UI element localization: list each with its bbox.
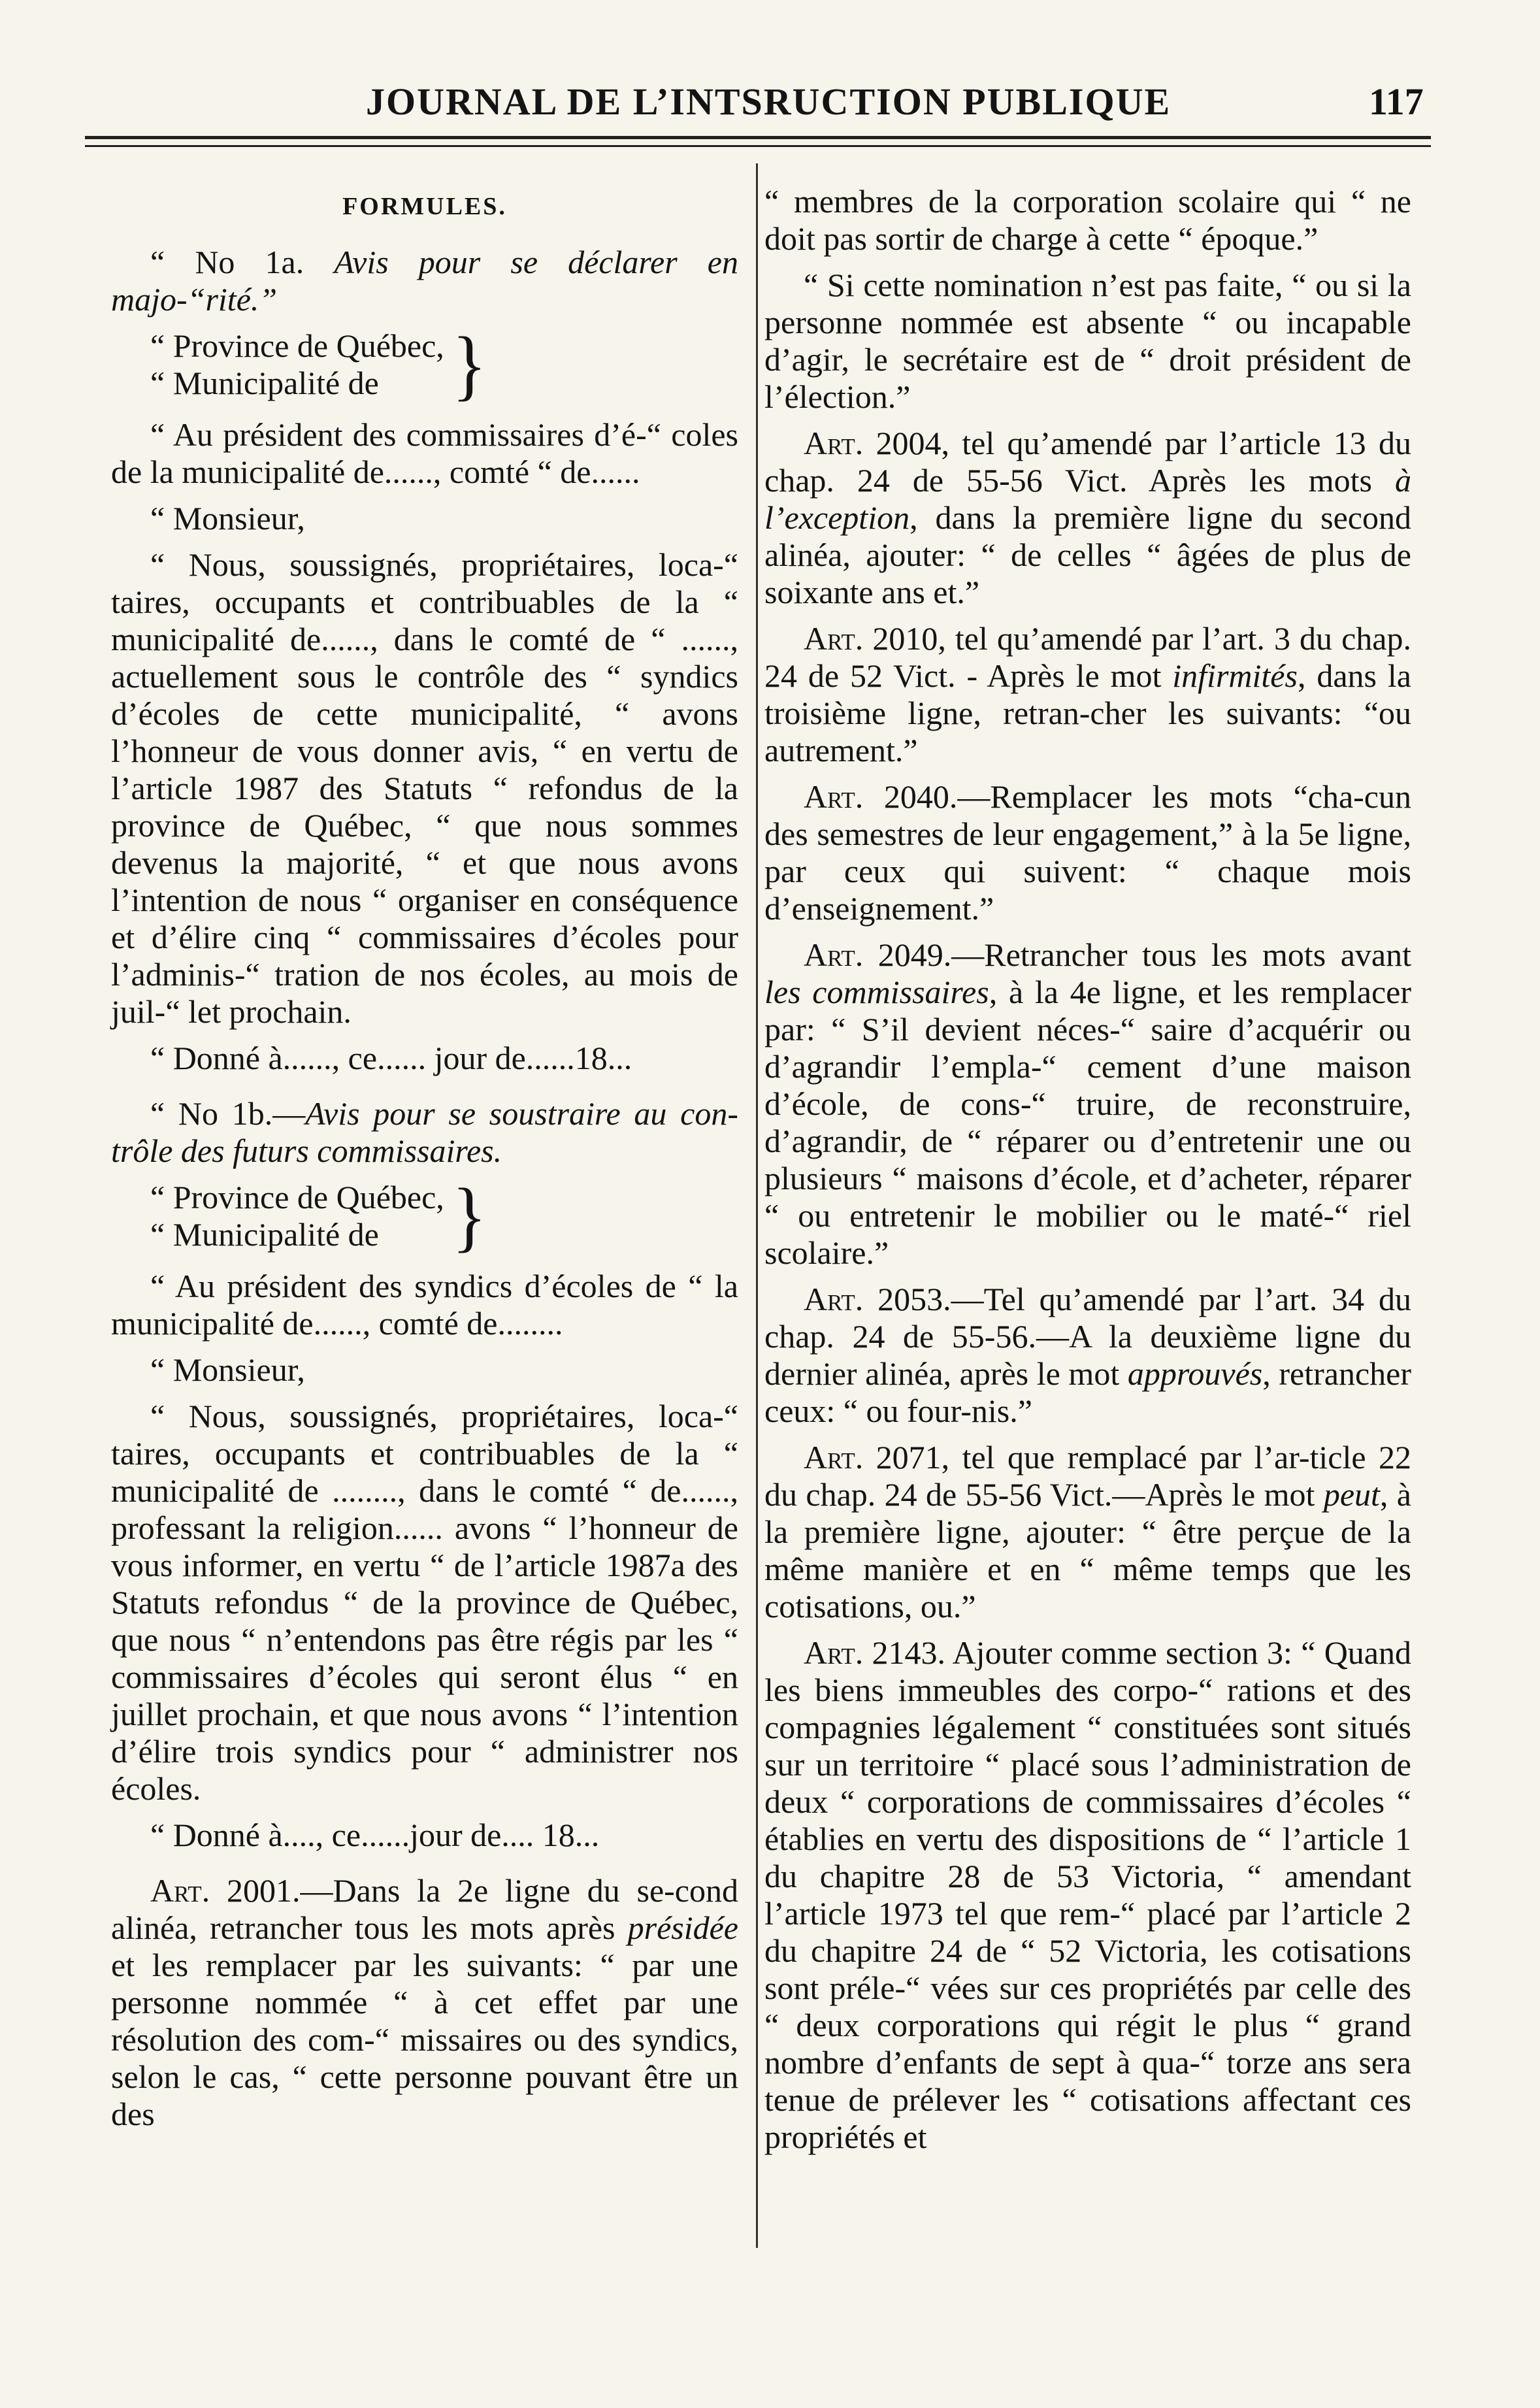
form-1b-title [111,1095,738,1170]
article-2004-italic: à l’exception [764,462,1411,536]
article-2143-text: 2143. Ajouter comme section 3: “ Quand les biens immeubles des corpo-“ rations et des compagnies légalement “ constituées sont situés sur un territoire “ placé sous l’administration de deux “ corporations de commissaires d’écoles “ établies en vertu des dispositions de “ l’article 1 du chapitre 28 de 53 Victoria, “ amendant l’article 1973 tel que rem-“ placé par l’article 2 du chapitre 24 de “ 52 Victoria, les cotisations sont préle-“ vées sur ces propriétés par celle des “ deux corporations qui régit le plus “ grand nombre d’enfants de sept à qua-“ torze ans sera tenue de prélever les “ cotisations affectant ces propriétés et [764,1634,1411,2155]
right-column [764,183,1411,2165]
form-1b-closing: “ Donné à...., ce......jour de.... 18... [150,1817,600,1853]
form-1a-address-block [150,320,738,409]
form-1b-recipient: “ Au président des syndics d’écoles de “ la municipalité de......, comté de........ [111,1268,738,1342]
article-2001-italic: présidée [627,1909,738,1946]
form-1a-prefix: “ No 1a. [150,244,335,280]
article-label: Art. [804,1281,864,1317]
page-header [0,0,1540,150]
article-2004-text-a: 2004, tel qu’amendé par l’article 13 du chap. 24 de 55-56 Vict. Après les mots [764,425,1411,499]
section-heading: FORMULES. [342,193,507,220]
article-label: Art. [804,778,864,815]
article-2053 [764,1281,1411,1430]
header-rule-thick [85,136,1431,139]
form-1a-municipality-line: “ Municipalité de [150,365,379,401]
left-column [111,183,738,2142]
form-1b-body: “ Nous, soussignés, propriétaires, loca-“ taires, occupants et contribuables de la “ municipalité de ........, dans le comté “ de......, professant la religion...... avons “ l’honneur de vous informer, en vertu “ de l’article 1987a des Statuts refondus “ de la province de Québec, que nous “ n’entendons pas être régis par les “ commissaires d’écoles qui seront élus “ en juillet prochain, et que nous avons “ l’intention d’élire trois syndics pour “ administrer nos écoles. [111,1398,738,1807]
article-2049 [764,936,1411,1272]
article-2053-italic: approuvés [1127,1355,1263,1392]
article-label: Art. [804,620,864,657]
form-1a-title [111,244,738,318]
continuation-paragraph: “ membres de la corporation scolaire qui “ ne doit pas sortir de charge à cette “ époque.” [764,183,1411,257]
form-1a-province-line: “ Province de Québec, [150,327,444,364]
form-1b-salutation: “ Monsieur, [150,1351,305,1388]
article-2049-italic: les commissaires [764,974,989,1010]
article-2001-text-b: et les remplacer par les suivants: “ par une personne nommée “ à cet effet par une résolution des com-“ missaires ou des syndics, selon le cas, “ cette personne pouvant être un des [111,1947,738,2132]
article-label: Art. [804,425,864,461]
article-2001 [111,1872,738,2133]
form-1b-title-text: Avis pour se soustraire au con-trôle des futurs commissaires. [111,1095,738,1169]
article-label: Art. [804,936,864,973]
form-1a-title-text: Avis pour se déclarer en majo-“rité.” [111,244,738,318]
article-2040 [764,778,1411,927]
form-1b-prefix: “ No 1b.— [150,1095,306,1132]
article-2004-text-b: , dans la première ligne du second alinéa, ajouter: “ de celles “ âgées de plus de soixante ans et.” [764,499,1411,610]
article-2071-text-b: , à la première ligne, ajouter: “ être perçue de la même manière et en “ même temps que les cotisations, ou.” [764,1476,1411,1625]
continuation-paragraph-2: “ Si cette nomination n’est pas faite, “ ou si la personne nommée est absente “ ou incapable d’agir, le secrétaire est de “ droit président de l’élection.” [764,267,1411,415]
curly-brace-icon: } [451,1172,487,1261]
article-2053-text-b: , retrancher ceux: “ ou four-nis.” [764,1355,1411,1429]
form-1b-address-block [150,1172,738,1261]
article-label: Art. [804,1634,864,1671]
article-label: Art. [150,1872,210,1909]
article-2049-text-b: , à la 4e ligne, et les remplacer par: “ S’il devient néces-“ saire d’acquérir ou d’agrandir l’empla-“ cement d’une maison d’école, de cons-“ truire, de reconstruire, d’agrandir, de “ réparer ou d’entretenir une ou plusieurs “ maisons d’école, et d’acheter, réparer “ ou entretenir le mobilier ou le maté-“ riel scolaire.” [764,974,1411,1271]
article-2010-text-a: 2010, tel qu’amendé par l’art. 3 du chap. 24 de 52 Vict. - Après le mot [764,620,1411,694]
article-2010-text-b: , dans la troisième ligne, retran-cher les suivants: “ou autrement.” [764,657,1411,768]
page-number: 117 [1369,80,1424,123]
article-2004 [764,425,1411,611]
article-2071-text-a: 2071, tel que remplacé par l’ar-ticle 22 du chap. 24 de 55-56 Vict.—Après le mot [764,1439,1411,1513]
form-1a-recipient: “ Au président des commissaires d’é-“ coles de la municipalité de......, comté “ de...... [111,416,738,490]
article-2053-text-a: 2053.—Tel qu’amendé par l’art. 34 du chap. 24 de 55-56.—A la deuxième ligne du dernier alinéa, après le mot [764,1281,1411,1392]
form-1b-municipality-line: “ Municipalité de [150,1216,379,1253]
article-2049-text-a: 2049.—Retrancher tous les mots avant [863,936,1411,973]
article-2071-italic: peut [1323,1476,1380,1513]
article-2010 [764,620,1411,769]
curly-brace-icon: } [451,320,487,409]
column-divider [756,163,758,2248]
form-1a-salutation: “ Monsieur, [150,500,305,536]
form-1a-body: “ Nous, soussignés, propriétaires, loca-“ taires, occupants et contribuables de la “ municipalité de......, dans le comté de “ ......, actuellement sous le contrôle des “ syndics d’écoles de cette municipalité, “ avons l’honneur de vous donner avis, “ en vertu de l’article 1987 des Statuts “ refondus de la province de Québec, “ que nous sommes devenus la majorité, “ et que nous avons l’intention de nous “ organiser en conséquence et d’élire cinq “ commissaires d’écoles pour l’adminis-“ tration de nos écoles, au mois de juil-“ let prochain. [111,546,738,1030]
article-2010-italic: infirmités [1172,657,1298,694]
article-2001-text-a: 2001.—Dans la 2e ligne du se-cond alinéa, retrancher tous les mots après [111,1872,738,1946]
header-rule-thin [85,145,1431,147]
running-title: JOURNAL DE L’INTSRUCTION PUBLIQUE [366,80,1171,123]
article-label: Art. [804,1439,864,1476]
article-2071 [764,1439,1411,1625]
article-2143 [764,1634,1411,2156]
form-1b-province-line: “ Province de Québec, [150,1179,444,1215]
form-1a-closing: “ Donné à......, ce...... jour de......18... [150,1040,632,1076]
article-2040-text: 2040.—Remplacer les mots “cha-cun des semestres de leur engagement,” à la 5e ligne, par ceux qui suivent: “ chaque mois d’enseignement.” [764,778,1411,927]
